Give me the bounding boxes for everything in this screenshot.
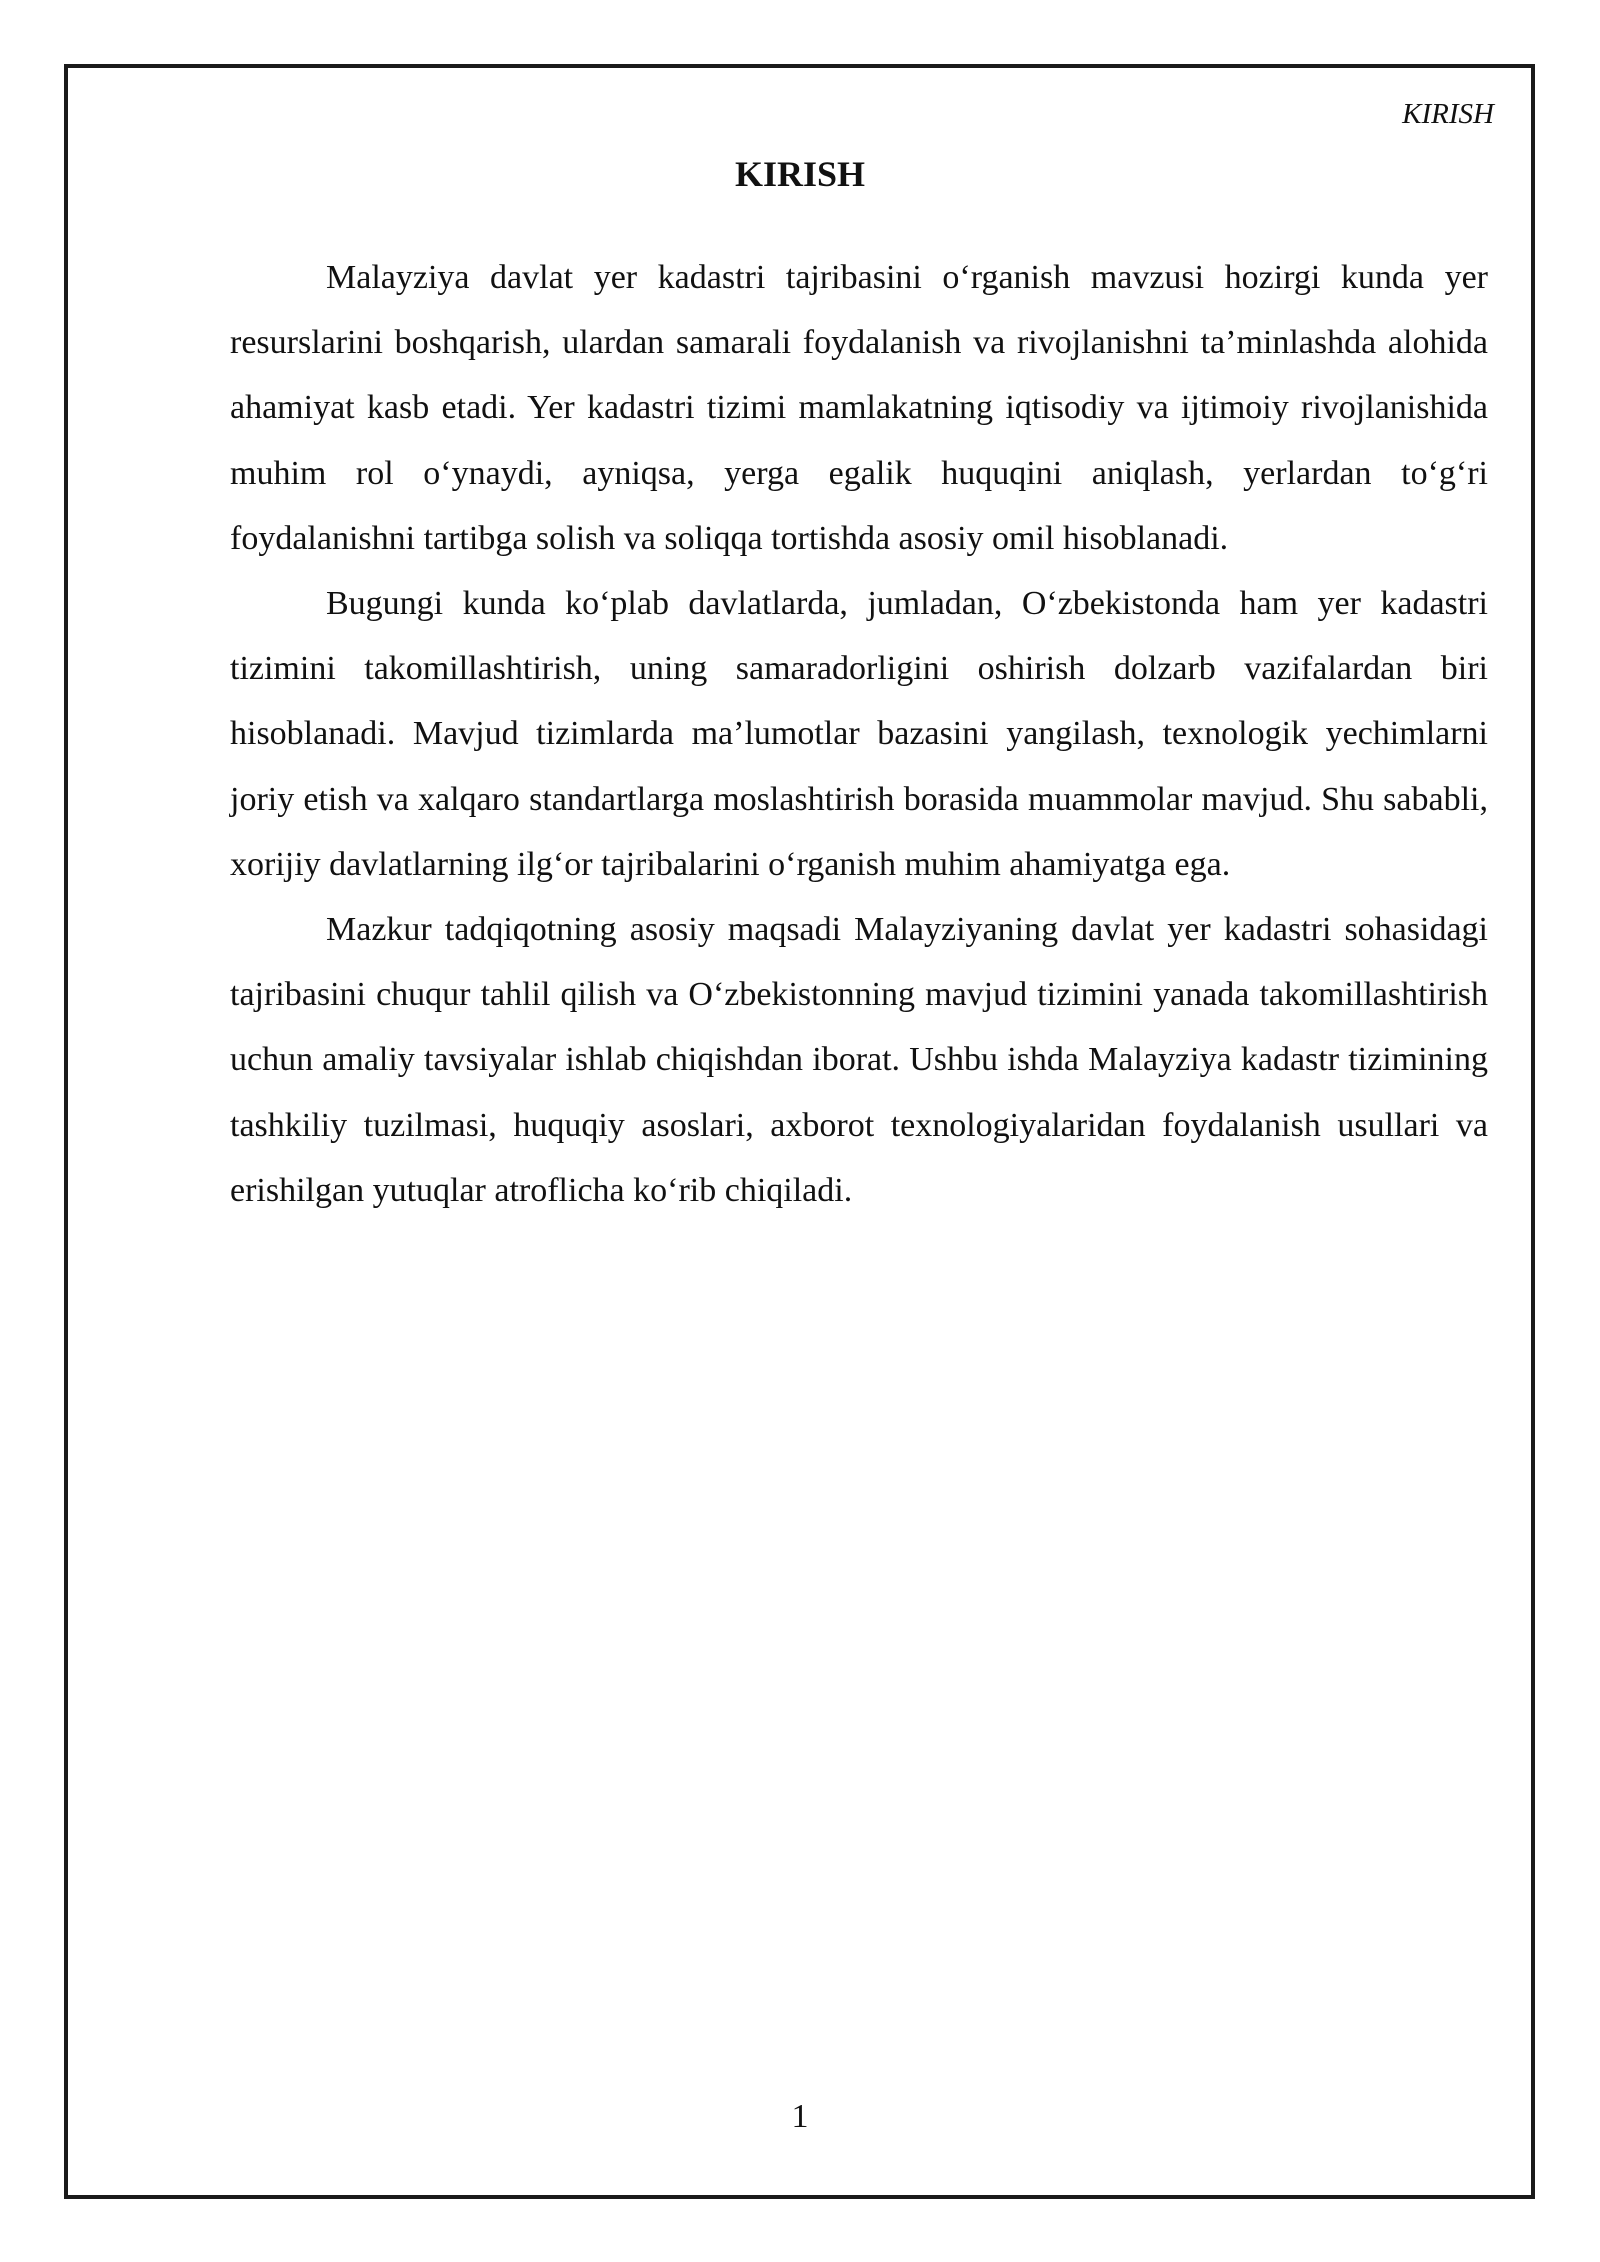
page-number: 1 xyxy=(791,2098,809,2135)
body-text xyxy=(230,245,1488,1223)
page-title: KIRISH xyxy=(734,154,866,194)
running-header: KIRISH xyxy=(1402,98,1494,130)
paragraph: Bugungi kunda ko‘plab davlatlarda, jumladan, O‘zbekistonda ham yer kadastri tizimini takomillashtirish, uning samaradorligini oshirish dolzarb vazifalardan biri hisoblanadi. Mavjud tizimlarda ma’lumotlar bazasini yangilash, texnologik yechimlarni joriy etish va xalqaro standartlarga moslashtirish borasida muammolar mavjud. Shu sababli, xorijiy davlatlarning ilg‘or tajribalarini o‘rganish muhim ahamiyatga ega. xyxy=(230,585,1488,883)
paragraph: Malayziya davlat yer kadastri tajribasini o‘rganish mavzusi hozirgi kunda yer resurslarini boshqarish, ulardan samarali foydalanish va rivojlanishni ta’minlashda alohida ahamiyat kasb etadi. Yer kadastri tizimi mamlakatning iqtisodiy va ijtimoiy rivojlanishida muhim rol o‘ynaydi, ayniqsa, yerga egalik huquqini aniqlash, yerlardan to‘g‘ri foydalanishni tartibga solish va soliqqa tortishda asosiy omil hisoblanadi. xyxy=(230,259,1488,557)
paragraph: Mazkur tadqiqotning asosiy maqsadi Malayziyaning davlat yer kadastri sohasidagi tajribasini chuqur tahlil qilish va O‘zbekistonning mavjud tizimini yanada takomillashtirish uchun amaliy tavsiyalar ishlab chiqishdan iborat. Ushbu ishda Malayziya kadastr tizimining tashkiliy tuzilmasi, huquqiy asoslari, axborot texnologiyalaridan foydalanish usullari va erishilgan yutuqlar atroflicha ko‘rib chiqiladi. xyxy=(230,911,1488,1209)
